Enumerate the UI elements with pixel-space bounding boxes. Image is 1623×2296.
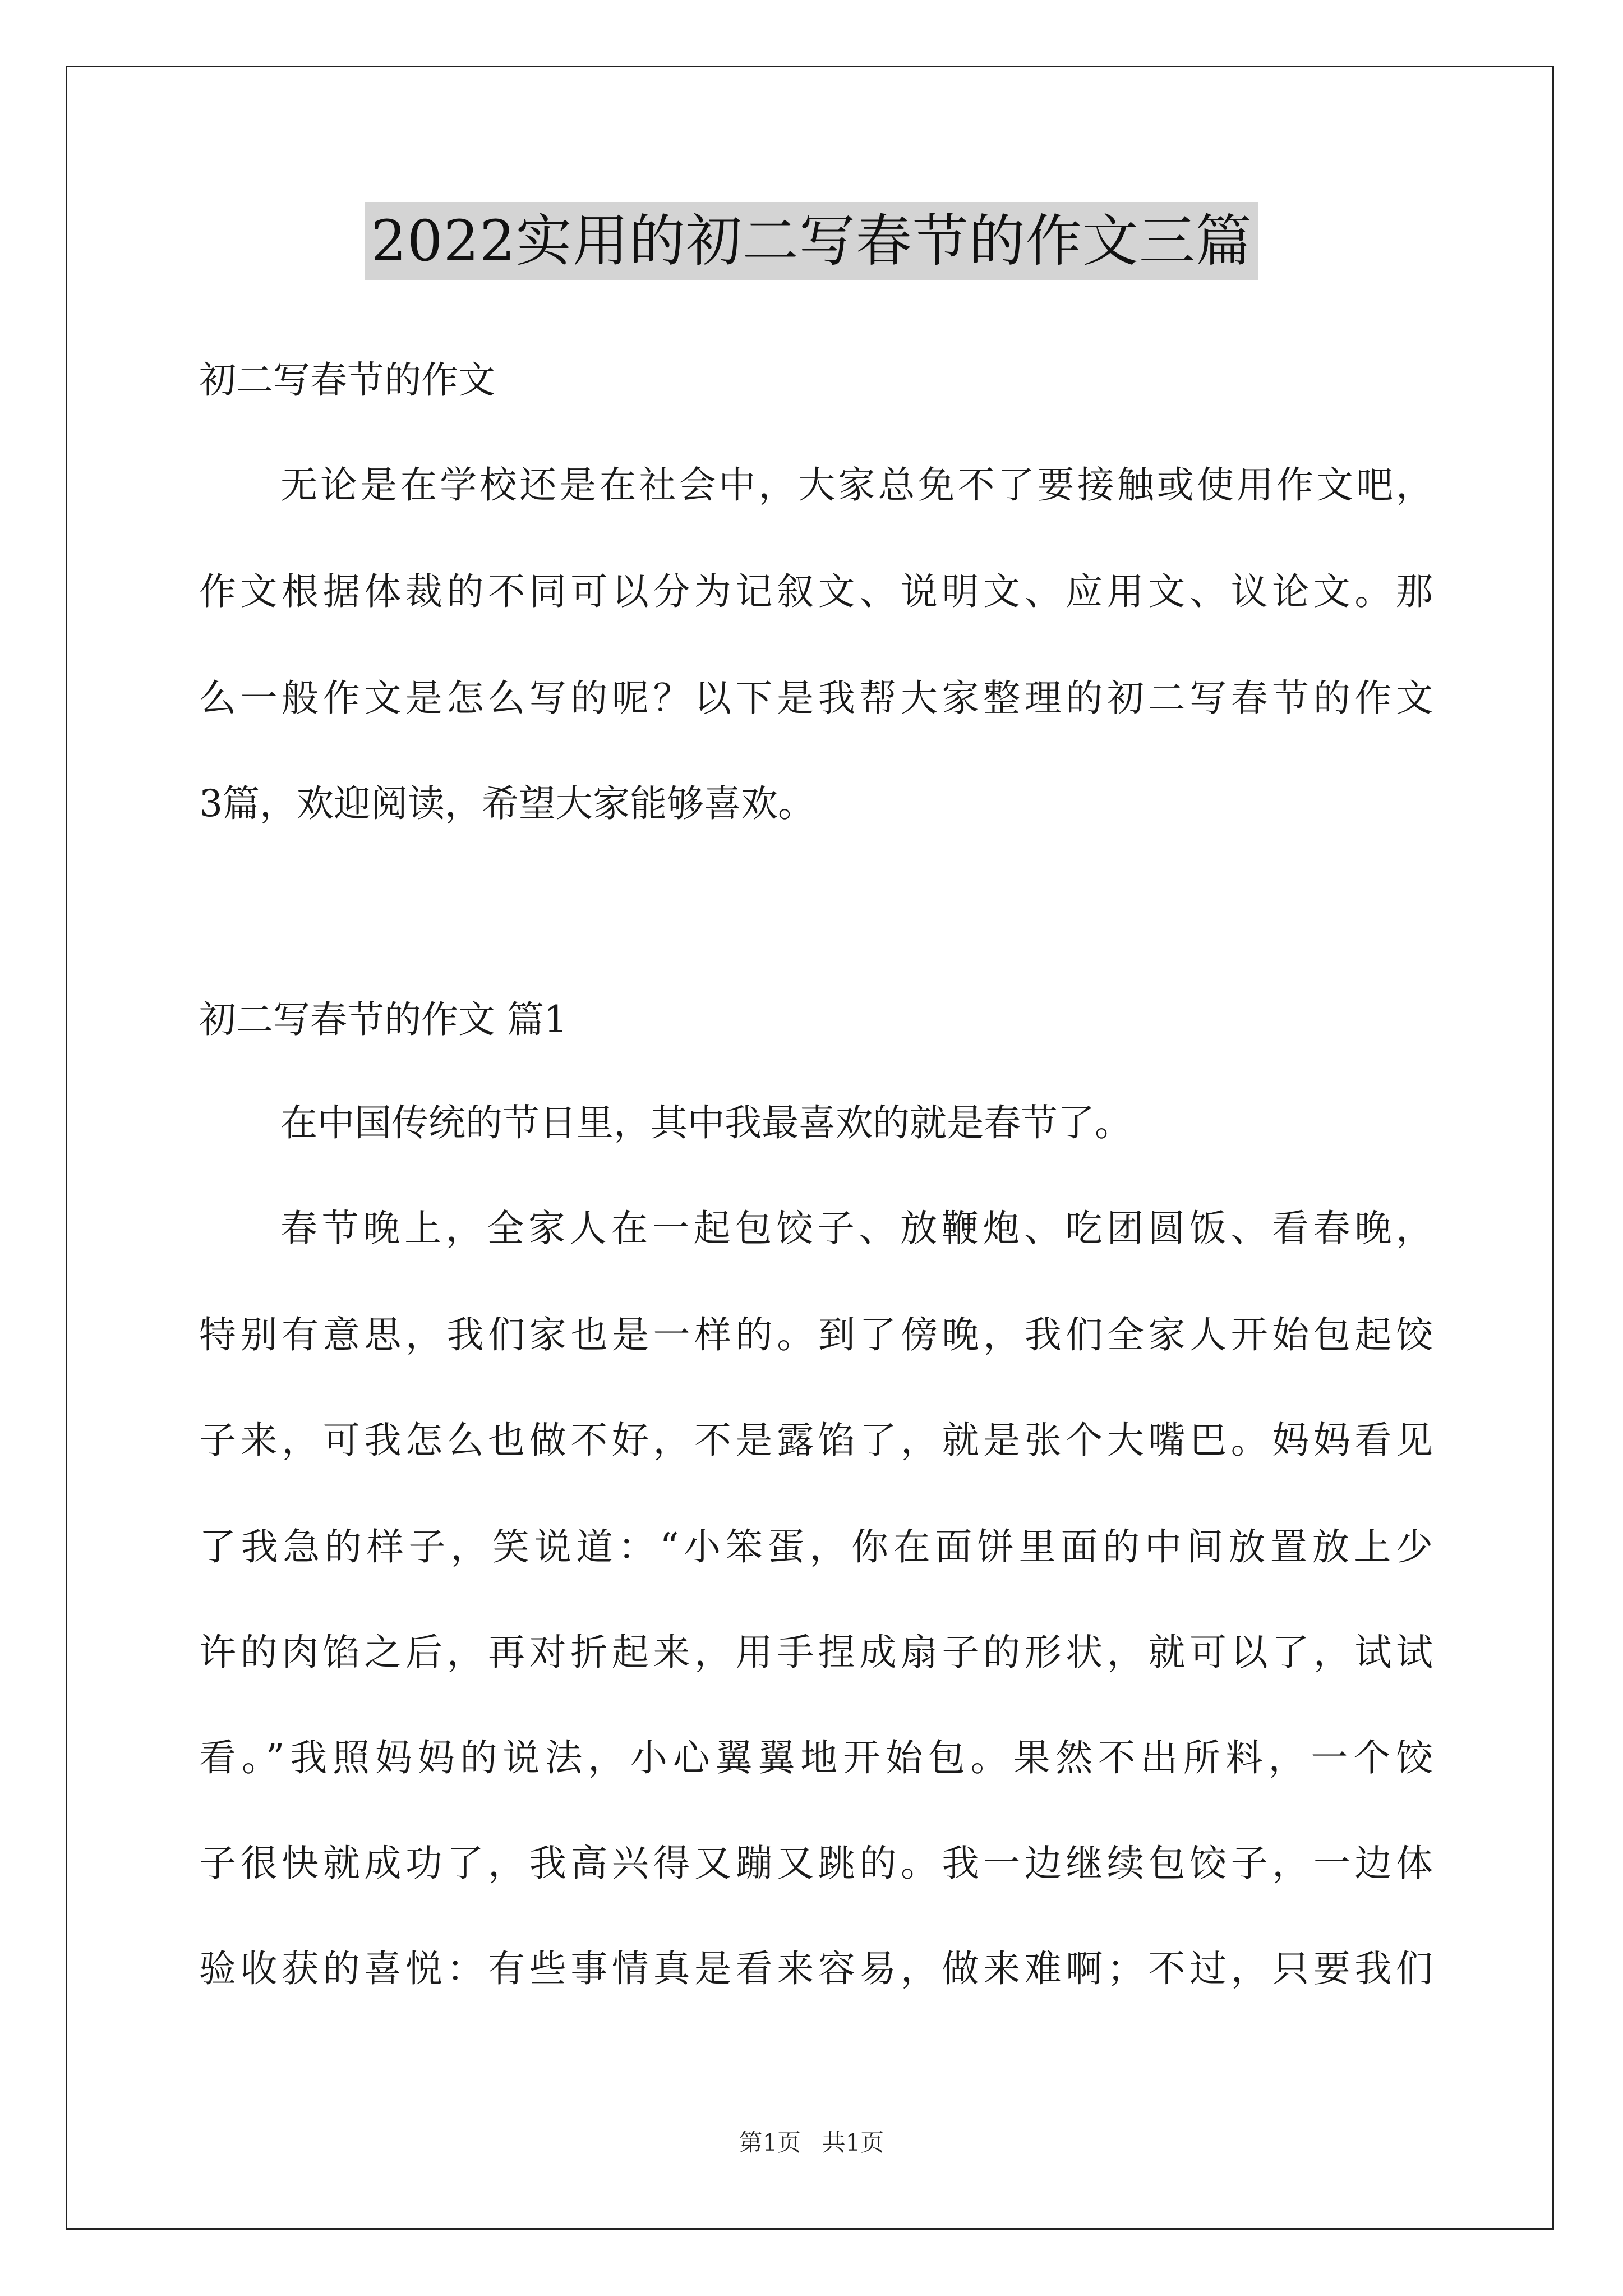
paragraph-line (199, 1630, 1433, 1675)
paragraph-line-text: 么一般作文是怎么写的呢？以下是我帮大家整理的初二写春节的作文 (199, 677, 1433, 720)
section-heading: 初二写春节的作文 (199, 358, 495, 402)
paragraph-line-text: 许的肉馅之后，再对折起来，用手捏成扇子的形状，就可以了，试试 (199, 1631, 1433, 1674)
paragraph-line-text: 无论是在学校还是在社会中，大家总免不了要接触或使用作文吧， (280, 463, 1433, 507)
paragraph-line-text: 子很快就成功了，我高兴得又蹦又跳的。我一边继续包饺子，一边体 (199, 1842, 1433, 1885)
paragraph-line (199, 1525, 1433, 1570)
section-heading: 初二写春节的作文 篇1 (199, 998, 568, 1041)
page-number: 第1页 (739, 2129, 801, 2156)
paragraph-line (199, 1947, 1433, 1991)
paragraph-line (199, 1736, 1433, 1780)
page-footer (0, 2124, 1623, 2158)
page-total: 共1页 (822, 2129, 884, 2156)
paragraph-line-text: 春节晚上，全家人在一起包饺子、放鞭炮、吃团圆饭、看春晚， (280, 1207, 1433, 1250)
paragraph-line-text: 子来，可我怎么也做不好，不是露馅了，就是张个大嘴巴。妈妈看见 (199, 1419, 1433, 1462)
paragraph-line (199, 569, 1433, 614)
paragraph-line (280, 1206, 1433, 1251)
paragraph-line-text: 特别有意思，我们家也是一样的。到了傍晚，我们全家人开始包起饺 (199, 1313, 1433, 1356)
paragraph-line: 3篇，欢迎阅读，希望大家能够喜欢。 (199, 782, 815, 825)
paragraph-line (280, 463, 1433, 508)
paragraph-line (199, 1841, 1433, 1886)
paragraph-line-text: 作文根据体裁的不同可以分为记叙文、说明文、应用文、议论文。那 (199, 570, 1433, 613)
paragraph-line: 在中国传统的节日里，其中我最喜欢的就是春节了。 (280, 1101, 1132, 1144)
paragraph-line-text: 看。”我照妈妈的说法，小心翼翼地开始包。果然不出所料，一个饺 (199, 1736, 1433, 1779)
paragraph-line-text: 了我急的样子，笑说道：“小笨蛋，你在面饼里面的中间放置放上少 (199, 1525, 1433, 1568)
paragraph-line (199, 676, 1433, 721)
paragraph-line-text: 验收获的喜悦：有些事情真是看来容易，做来难啊；不过，只要我们 (199, 1947, 1433, 1990)
paragraph-line (199, 1313, 1433, 1358)
paragraph-line (199, 1418, 1433, 1463)
document-title: 2022实用的初二写春节的作文三篇 (365, 202, 1258, 280)
title-container (0, 202, 1623, 280)
